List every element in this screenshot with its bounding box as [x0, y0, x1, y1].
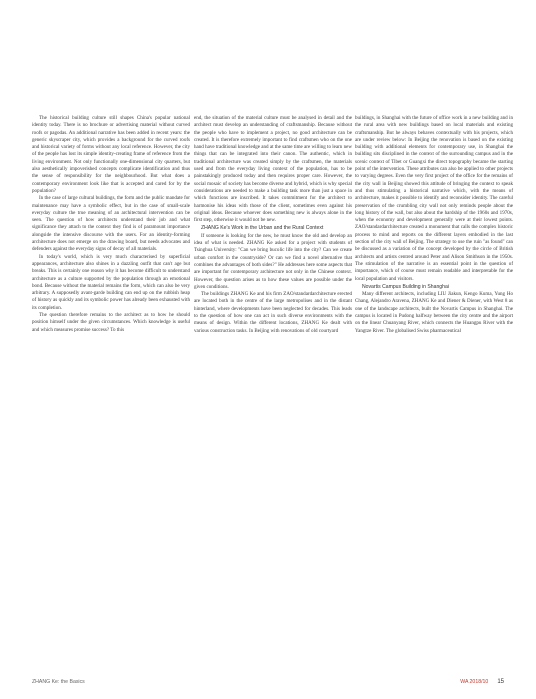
paragraph: Many different architects, including LIU Jiakun, Kengo Kuma, Yung Ho Chang, Alejandro Aravena, ZHANG Ke and Diener & Diener, with West 8 as one of the landscape architects, built the Novartis Campus in Shanghai. The campus is located in Pudong halfway between the city centre and the airport on the linear Chuanyang River, which connects the Huangpu River with the Yangtze River. The globalised Swiss pharmaceutical — [355, 291, 513, 334]
paragraph: buildings, in Shanghai with the future of office work in a new building and in the rural area with new buildings based on local materials and existing craftsmanship. But he always behaves contextually with his projects, which are under review below: In Beijing the renovation is based on the existing building with additional elements for contemporary use, in Shanghai the building sits disciplined in the context of the surrounding campus and in the scenic context of Tibet or Guangxi the direct topography became the starting point of the intervention. These attributes can also be applied to other projects to varying degrees. Even the very first project of the office for the remains of the city wall in Beijing showed this attitude of bringing the context to speak and thus stimulating a historical narrative which, with the means of architecture, makes it possible to identify and reconsider identity. The careful preservation of the crumbling city wall not only reminds people about the long history of the wall, but also about the hardship of the 1960s and 1970s, when the economy and development generally were at their lowest points. ZAO/standardarchitecture created a monument that calls the complex historic process to mind and reports on the different layers embodied in the last section of the city wall of Beijing. The strategy to use the ruin "as found" can be discussed as a variation of the concept developed by the circle of British architects and artists centred around Peter and Alison Smithson in the 1950s. The stimulation of the narrative is an essential point in the question of importance, which of course must remain readable and interpretable for the local population and visitors. — [355, 115, 513, 282]
text-column-3 — [355, 115, 513, 335]
paragraph: The historical building culture still shapes China's popular national identity today. There is no brochure or advertising material without curved roofs or pagodas. An additional narrative has been added in recent years: the generic skyscraper city, which provides a background for the curved roofs and historical variety of forms without any local reference. However, the city of the people has lost its simple identity-creating frame of reference from the living environment. Not only functionally one-dimensional city quarters, but also aesthetically impoverished concepts complicate identification and thus the sense of responsibility for the neighbourhood. But what does a contemporary environment look like that is accepted and cared for by the population? — [32, 115, 190, 194]
footer-title: ZHANG Ke: the Basics — [32, 679, 85, 685]
paragraph: In today's world, which is very much characterised by superficial appearances, architecture also shines in a dazzling outfit that can't age but breaks. This is certainly one reason why it has become difficult to understand architecture as a culture supported by the population through an emotional bond. Because without the material remains the form, which can also be very arbitrary. A supposedly avant-garde building can end up on the rubbish heap of history as quickly and its symbolic power has already been exhausted with its completion. — [32, 253, 190, 311]
paragraph: end, the situation of the material culture must be analysed in detail and the architect must develop an understanding of craftsmanship. Because without the people who have to implement a project, no good architecture can be created. It is therefore extremely important to find craftsmen who on the one hand have traditional knowledge and at the same time are willing to learn new things that can be integrated into their canon. The authentic, which in traditional architecture was created simply by the craftsmen, the materials used and from the everyday living context of the population, has to be painstakingly produced today and then requires proper care. However, the social mosaic of society has become diverse and hybrid, which is why special considerations are needed to make a building task more than just a space in which functions are inscribed. It takes commitment for the architect to harmonise his ideas with those of the client, sometimes even against his original ideas. Because whoever does something new is always alone in the first step, otherwise it would not be new. — [194, 115, 352, 224]
paragraph: If someone is looking for the new, he must know the old and develop an idea of what is needed. ZHANG Ke asked for a project with students of Tsinghua University: "Can we bring bucolic life into the city? Can we create urban comfort in the countryside? Or can we find a novel alternative that combines the advantages of both sides?" He addresses here some aspects that are important for contemporary architecture not only in the Chinese context. However, the question arises as to how these values are possible under the given conditions. — [194, 232, 352, 290]
section-heading: ZHANG Ke's Work in the Urban and the Rural Context — [201, 225, 324, 232]
page-number: 15 — [497, 679, 504, 685]
text-column-1 — [32, 115, 190, 334]
section-heading: Novartis Campus Building in Shanghai — [362, 283, 449, 290]
running-footer-folio — [460, 679, 504, 685]
running-footer-title — [32, 679, 85, 685]
paragraph: The question therefore remains to the architect as to how he should position himself under the given circumstances. Which knowledge is useful and which measures promise success? To this — [32, 312, 190, 333]
paragraph: In the case of large cultural buildings, the form and the public mandate for maintenance may have a symbolic effect, but in the case of small-scale everyday culture the true meaning of an architectural intervention can be seen. The question of how architects understand their job and what significance they attach to the context they find is of paramount importance alongside the intensive discourse with the users. For an identity-forming architecture does not emerge on the drawing board, but needs advocates and defenders against the everyday signs of decay of all materials. — [32, 195, 190, 253]
magazine-issue: WA 2018/10 — [460, 679, 489, 685]
text-column-2 — [194, 115, 352, 335]
paragraph: The buildings ZHANG Ke and his firm ZAO/standardarchitecture erected are located both in the centre of the large metropolises and in the distant hinterland, where developments have been neglected for decades. This leads to the question of how one can act in such diverse environments with the means of design. Within the different locations, ZHANG Ke dealt with various construction tasks. In Beijing with renovations of old courtyard — [194, 291, 352, 334]
